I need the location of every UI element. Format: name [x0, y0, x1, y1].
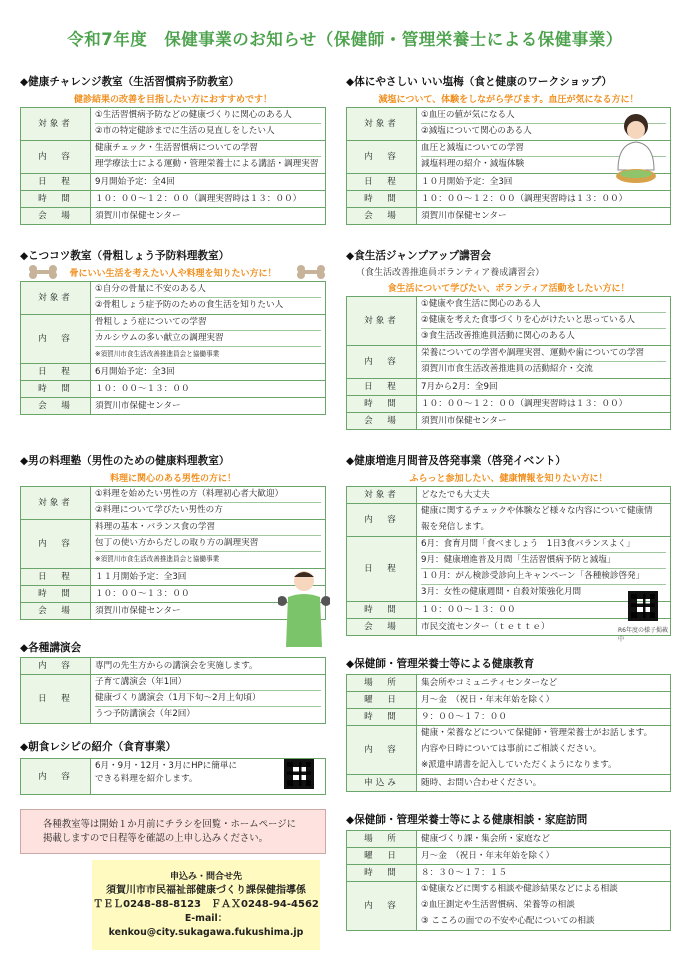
jikan-value: １０：００～１３：００: [91, 381, 326, 398]
chef-illustration: [278, 567, 330, 649]
contact-department: 須賀川市市民福祉部健康づくり課保健指導係: [106, 885, 306, 896]
label-nittei: 日 程: [21, 569, 91, 586]
qr-code-icon[interactable]: [628, 591, 658, 621]
label-nittei: 日 程: [21, 364, 91, 381]
jikan-value: １０：００～１２：００（調理実習時は１３：００）: [417, 396, 671, 413]
naiyo-2: 理学療法士による運動・管理栄養士による講話・調理実習: [95, 159, 319, 169]
label-kaijo: 会 場: [21, 208, 91, 225]
section-catch: 食生活について学びたい、ボランティア活動をしたい方に！: [387, 284, 630, 294]
section-heading: ◆こつコツ教室（骨粗しょう予防料理教室）: [20, 250, 230, 262]
kaijo-value: 須賀川市保健センター: [91, 603, 326, 620]
qr-caption: R6年度の様子掲載中: [618, 627, 668, 643]
label-jikan: 時 間: [347, 865, 417, 882]
nittei-value: 7月から2月：全9回: [417, 379, 671, 396]
taisho-2: ②減塩について関心のある人: [421, 126, 532, 136]
jikan-value: １０：００～１２：００（調理実習時は１３：００）: [417, 191, 671, 208]
label-nittei: 日 程: [347, 379, 417, 396]
info-table: [20, 657, 326, 724]
notice-line-1: 各種教室等は開始１か月前にチラシを回覧・ホームページに: [43, 819, 296, 830]
naiyo-2: 須賀川市食生活改善推進員の活動紹介・交流: [421, 364, 593, 374]
kaijo-value: 須賀川市保健センター: [417, 413, 671, 430]
label-nittei: 日 程: [21, 675, 91, 724]
naiyo-3: ③ こころの面での不安や心配についての相談: [421, 916, 595, 926]
label-kaijo: 会 場: [21, 603, 91, 620]
section-salt-workshop: [346, 74, 671, 225]
basho-value: 集会所やコミュニティセンターなど: [417, 675, 671, 692]
section-catch: 料理に関心のある男性の方に！: [109, 474, 236, 484]
jikan-value: １０：００～１２：００（調理実習時は１３：００）: [91, 191, 326, 208]
contact-box: [92, 860, 320, 950]
kaijo-value: 須賀川市保健センター: [417, 208, 671, 225]
taisho-1: ①健康や食生活に関心のある人: [421, 297, 666, 313]
taisho-value: どなたでも大丈夫: [417, 487, 671, 504]
section-bone-class: [20, 248, 326, 415]
naiyo-1: 栄養についての学習や調理実習、運動や歯についての学習: [421, 346, 666, 362]
label-naiyo: 内 容: [21, 759, 91, 795]
label-kaijo: 会 場: [21, 398, 91, 415]
naiyo-2: 報を発信します。: [421, 522, 490, 532]
label-basho: 場 所: [347, 675, 417, 692]
label-taisho: 対象者: [21, 487, 91, 520]
section-heading: ◆食生活ジャンプアップ講習会: [346, 250, 491, 262]
info-table: [346, 674, 671, 792]
label-kaijo: 会 場: [347, 208, 417, 225]
section-health-month: [346, 453, 671, 643]
taisho-1: ①料理を始めたい男性の方（料理初心者大歓迎）: [95, 487, 321, 503]
section-heading: ◆健康増進月間普及啓発事業（啓発イベント）: [346, 455, 567, 467]
label-naiyo: 内 容: [21, 315, 91, 364]
contact-phone[interactable]: ＴＥＬ0248-88-8123 ＦＡＸ0248-94-4562: [93, 899, 319, 910]
naiyo-1: 健康チェック・生活習慣病についての学習: [95, 141, 321, 157]
section-jumpup-course: [346, 248, 671, 430]
naiyo-1: 健康・栄養などについて保健師・管理栄養士がお話します。: [421, 728, 653, 738]
section-heading: ◆朝食レシピの紹介（食育事業）: [20, 741, 177, 753]
nittei-2: 健康づくり講演会（1月下旬～2月上旬頃）: [95, 691, 321, 707]
yobi-value: 月～金 （祝日・年末年始を除く）: [417, 848, 671, 865]
label-jikan: 時 間: [347, 396, 417, 413]
info-table: [346, 296, 671, 430]
label-taisho: 対象者: [21, 282, 91, 315]
contact-heading: 申込み・問合せ先: [169, 872, 242, 882]
section-lectures: [20, 640, 326, 724]
label-kaijo: 会 場: [347, 619, 417, 636]
contact-email[interactable]: E-mail：kenkou@city.sukagawa.fukushima.jp: [108, 913, 304, 938]
bone-icon: [28, 264, 58, 280]
taisho-1: ①生活習慣病予防などの健康づくりに関心のある人: [95, 108, 321, 124]
kaijo-value: 市民交流センター（ｔｅｔｔｅ）: [417, 619, 671, 636]
naiyo-1: 料理の基本・バランス食の学習: [95, 520, 321, 536]
section-heading: ◆保健師・管理栄養士等による健康教育: [346, 658, 535, 670]
label-taisho: 対象者: [347, 108, 417, 141]
nittei-1: 6月：食育月間「食べましょう 1日3食バランスよく」: [421, 537, 666, 553]
nittei-value: 6月開始予定：全3回: [91, 364, 326, 381]
naiyo-2: 内容や日時については事前にご相談ください。: [421, 744, 602, 754]
taisho-2: ②料理について学びたい男性の方: [95, 505, 223, 515]
naiyo-note: ※須賀川市食生活改善推進員会と協働事業: [95, 555, 220, 563]
jikan-value: ８：３０～１７：１５: [417, 865, 671, 882]
section-catch: 減塩について、体験をしながら学びます。血圧が気になる方に！: [378, 95, 639, 105]
notice-box: [20, 809, 326, 854]
label-naiyo: 内 容: [347, 141, 417, 174]
section-health-challenge: [20, 74, 326, 225]
nittei-4: 3月：女性の健康週間・自殺対策強化月間: [421, 587, 582, 597]
info-table: [346, 486, 671, 636]
label-jikan: 時 間: [347, 602, 417, 619]
taisho-2: ②健康を考えた食事づくりを心がけたいと思っている人: [421, 313, 666, 329]
label-nittei: 日 程: [347, 537, 417, 602]
label-naiyo: 内 容: [21, 658, 91, 675]
label-naiyo: 内 容: [21, 520, 91, 569]
jikan-value: １０：００～１３：００: [417, 602, 671, 619]
section-subtitle: （食生活改善推進員ボランティア養成講習会）: [356, 268, 545, 278]
section-breakfast-recipe: [20, 739, 326, 795]
label-jikan: 時 間: [21, 381, 91, 398]
label-taisho: 対象者: [347, 297, 417, 346]
naiyo-note: ※須賀川市食生活改善推進員会と協働事業: [95, 350, 220, 358]
section-health-consultation: [346, 812, 671, 931]
info-table: [346, 830, 671, 931]
nittei-value: 9月開始予定：全4回: [91, 174, 326, 191]
bone-icon: [296, 264, 326, 280]
naiyo-1: 6月・9月・12月・3月にHPに簡単に: [95, 761, 238, 771]
label-naiyo: 内 容: [347, 346, 417, 379]
label-kaijo: 会 場: [347, 413, 417, 430]
nittei-3: １０月：がん検診受診向上キャンペーン「各種検診啓発」: [421, 569, 666, 585]
nittei-1: 子育て講演会（年1回）: [95, 675, 321, 691]
nittei-2: 9月：健康増進普及月間「生活習慣病予防と減塩」: [421, 553, 666, 569]
label-naiyo: 内 容: [347, 726, 417, 775]
info-table: [20, 758, 326, 795]
section-heading: ◆保健師・管理栄養士等による健康相談・家庭訪問: [346, 814, 588, 826]
label-basho: 場 所: [347, 831, 417, 848]
label-nittei: 日 程: [347, 174, 417, 191]
section-mens-cooking: [20, 453, 326, 620]
label-jikan: 時 間: [21, 191, 91, 208]
section-heading: ◆体にやさしい いい塩梅（食と健康のワークショップ）: [346, 76, 612, 88]
page-title: 令和7年度 保健事業のお知らせ（保健師・管理栄養士による保健事業）: [67, 30, 623, 49]
yobi-value: 月～金 （祝日・年末年始を除く）: [417, 692, 671, 709]
label-naiyo: 内 容: [347, 882, 417, 931]
notice-line-2: 掲載しますので日程等を確認の上申し込みください。: [43, 833, 269, 844]
section-catch: ふらっと参加したい、健康情報を知りたい方に！: [409, 474, 608, 484]
label-jikan: 時 間: [347, 191, 417, 208]
kaijo-value: 須賀川市保健センター: [91, 208, 326, 225]
naiyo-value: 専門の先生方からの講演会を実施します。: [91, 658, 326, 675]
taisho-2: ②骨粗しょう症予防のための食生活を知りたい人: [95, 300, 284, 310]
taisho-1: ①血圧の値が気になる人: [421, 108, 666, 124]
taisho-1: ①自分の骨量に不安のある人: [95, 282, 321, 298]
woman-eating-illustration: [604, 110, 668, 192]
jikan-value: １０：００～１３：００: [91, 586, 326, 603]
naiyo-2: カルシウムの多い献立の調理実習: [95, 331, 321, 347]
nittei-3: うつ予防講演会（年2回）: [95, 709, 195, 719]
taisho-2: ②市の特定健診までに生活の見直しをしたい人: [95, 126, 275, 136]
label-yobi: 曜 日: [347, 848, 417, 865]
nittei-value: １０月開始予定：全3回: [417, 174, 671, 191]
label-nittei: 日 程: [21, 174, 91, 191]
kaijo-value: 須賀川市保健センター: [91, 398, 326, 415]
label-moushikomi: 申込み: [347, 775, 417, 792]
section-heading: ◆各種講演会: [20, 642, 82, 654]
naiyo-2: ②血圧測定や生活習慣病、栄養等の相談: [421, 900, 575, 910]
label-naiyo: 内 容: [347, 504, 417, 537]
section-health-education: [346, 656, 671, 792]
section-catch: 骨にいい生活を考えたい人や料理を知りたい方に！: [69, 269, 277, 279]
basho-value: 健康づくり課・集会所・家庭など: [417, 831, 671, 848]
naiyo-3: ※派遣申請書を記入していただくようになります。: [421, 760, 617, 770]
moushikomi-value: 随時、お問い合わせください。: [417, 775, 671, 792]
naiyo-1: ①健康などに関する相談や健診結果などによる相談: [421, 884, 618, 894]
taisho-3: ③食生活改善推進員活動に関心のある人: [421, 331, 575, 341]
label-jikan: 時 間: [347, 709, 417, 726]
label-taisho: 対象者: [347, 487, 417, 504]
label-taisho: 対象者: [21, 108, 91, 141]
naiyo-1: 骨粗しょう症についての学習: [95, 315, 321, 331]
label-jikan: 時 間: [21, 586, 91, 603]
info-table: [20, 107, 326, 225]
nittei-value: １１月開始予定：全3回: [91, 569, 326, 586]
naiyo-2: 包丁の使い方からだしの取り方の調理実習: [95, 536, 321, 552]
naiyo-1: 血圧と減塩についての学習: [421, 141, 666, 157]
label-yobi: 曜 日: [347, 692, 417, 709]
section-heading: ◆男の料理塾（男性のための健康料理教室）: [20, 455, 230, 467]
jikan-value: ９：００～１７：００: [417, 709, 671, 726]
qr-code-icon[interactable]: [284, 759, 314, 789]
section-heading: ◆健康チャレンジ教室（生活習慣病予防教室）: [20, 76, 240, 88]
label-naiyo: 内 容: [21, 141, 91, 174]
naiyo-2: 減塩料理の紹介・減塩体験: [421, 159, 525, 169]
section-catch: 健診結果の改善を目指したい方におすすめです！: [73, 95, 273, 105]
naiyo-2: できる料理を紹介します。: [95, 774, 198, 784]
info-table: [20, 281, 326, 415]
naiyo-1: 健康に関するチェックや体験など様々な内容について健康情: [421, 506, 653, 516]
